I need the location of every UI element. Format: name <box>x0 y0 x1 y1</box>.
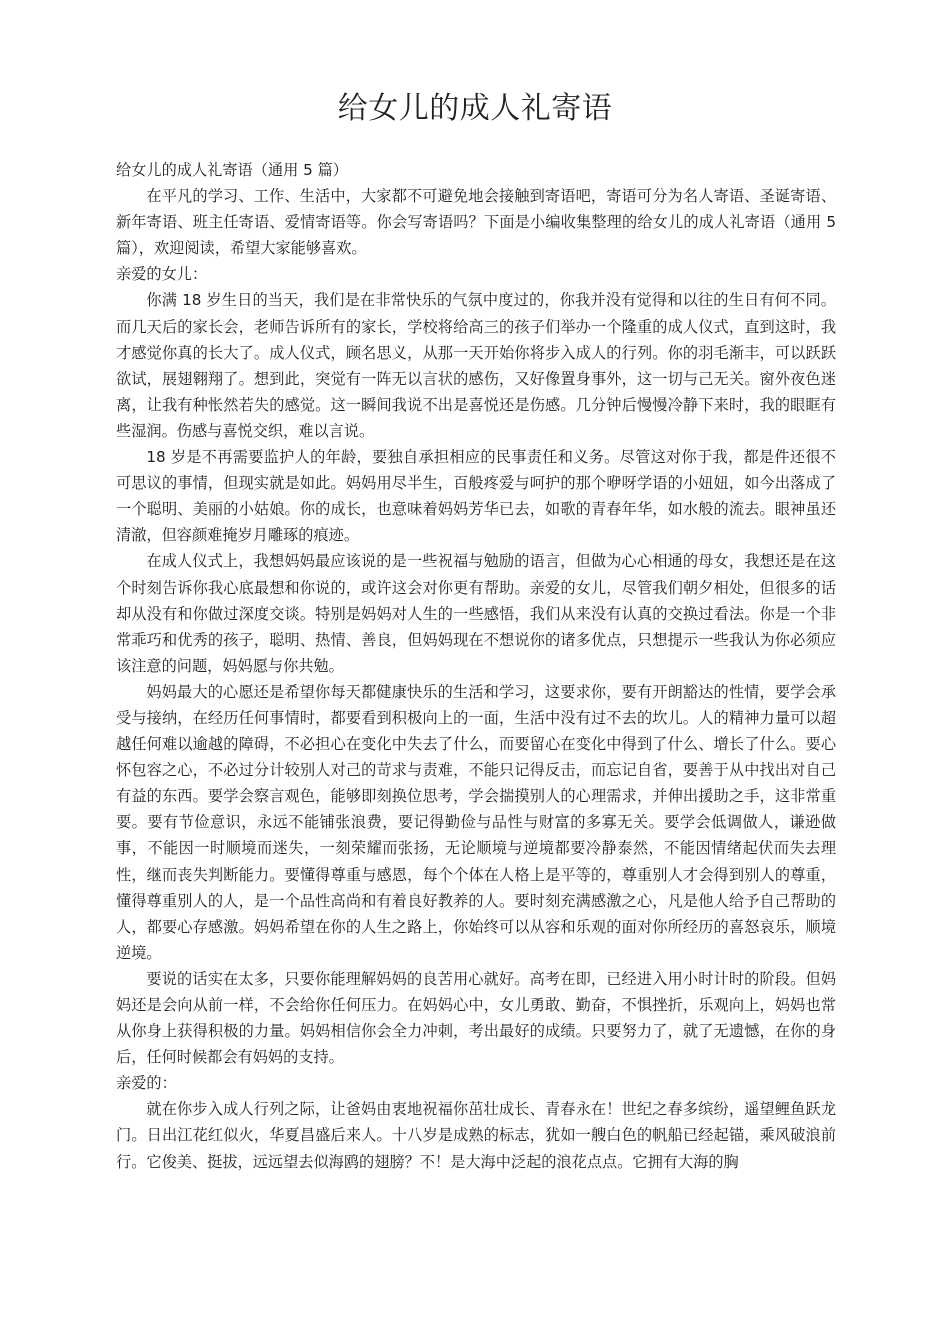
paragraph: 18 岁是不再需要监护人的年龄，要独自承担相应的民事责任和义务。尽管这对你于我，都是件还很不可思议的事情，但现实就是如此。妈妈用尽半生，百般疼爱与呵护的那个咿呀学语的小妞妞，如今出落成了一个聪明、美丽的小姑娘。你的成长，也意味着妈妈芳华已去，如歌的青春年华，如水般的流去。眼神虽还清澈，但容颜难掩岁月雕琢的痕迹。 <box>116 448 836 545</box>
paragraph: 在成人仪式上，我想妈妈最应该说的是一些祝福与勉励的语言，但做为心心相通的母女，我想还是在这个时刻告诉你我心底最想和你说的，或许这会对你更有帮助。亲爱的女儿，尽管我们朝夕相处，但很多的话却从没有和你做过深度交谈。特别是妈妈对人生的一些感悟，我们从来没有认真的交换过看法。你是一个非常乖巧和优秀的孩子，聪明、热情、善良，但妈妈现在不想说你的诸多优点，只想提示一些我认为你必须应该注意的问题，妈妈愿与你共勉。 <box>116 552 836 675</box>
paragraph: 你满 18 岁生日的当天，我们是在非常快乐的气氛中度过的，你我并没有觉得和以往的生日有何不同。而几天后的家长会，老师告诉所有的家长，学校将给高三的孩子们举办一个隆重的成人仪式，直到这时，我才感觉你真的长大了。成人仪式，顾名思义，从那一天开始你将步入成人的行列。你的羽毛渐丰，可以跃跃欲试，展翅翱翔了。想到此，突觉有一阵无以言状的感伤，又好像置身事外，这一切与己无关。窗外夜色迷离，让我有种怅然若失的感觉。这一瞬间我说不出是喜悦还是伤感。几分钟后慢慢冷静下来时，我的眼眶有些湿润。伤感与喜悦交织，难以言说。 <box>116 291 836 440</box>
paragraph-salutation: 亲爱的： <box>116 1074 177 1093</box>
paragraph-subtitle: 给女儿的成人礼寄语（通用 5 篇） <box>116 161 348 179</box>
paragraph: 就在你步入成人行列之际，让爸妈由衷地祝福你茁壮成长、青春永在！世纪之春多缤纷，遥望鲤鱼跃龙门。日出江花红似火，华夏昌盛后来人。十八岁是成熟的标志，犹如一艘白色的帆船已经起锚，乘风破浪前行。它俊美、挺拔，远远望去似海鸥的翅膀？不！是大海中泛起的浪花点点。它拥有大海的胸 <box>116 1100 836 1171</box>
paragraph: 妈妈最大的心愿还是希望你每天都健康快乐的生活和学习，这要求你，要有开朗豁达的性情，要学会承受与接纳，在经历任何事情时，都要看到积极向上的一面，生活中没有过不去的坎儿。人的精神力量可以超越任何难以逾越的障碍，不必担心在变化中失去了什么，而要留心在变化中得到了什么、增长了什么。要心怀包容之心，不必过分计较别人对己的苛求与责难，不能只记得反击，而忘记自省，要善于从中找出对自己有益的东西。要学会察言观色，能够即刻换位思考，学会揣摸别人的心理需求，并伸出援助之手，这非常重要。要有节俭意识，永远不能铺张浪费，要记得勤俭与品性与财富的多寡无关。要学会低调做人，谦逊做事，不能因一时顺境而迷失，一刻荣耀而张扬，无论顺境与逆境都要冷静泰然，不能因情绪起伏而失去理性，继而丧失判断能力。要懂得尊重与感恩，每个个体在人格上是平等的，尊重别人才会得到别人的尊重，懂得尊重别人的人，是一个品性高尚和有着良好教养的人。要时刻充满感激之心，凡是他人给予自己帮助的人，都要心存感激。妈妈希望在你的人生之路上，你始终可以从容和乐观的面对你所经历的喜怒哀乐，顺境逆境。 <box>116 682 836 962</box>
paragraph-salutation: 亲爱的女儿： <box>116 265 208 284</box>
document-title: 给女儿的成人礼寄语 <box>337 91 613 126</box>
paragraph: 要说的话实在太多，只要你能理解妈妈的良苦用心就好。高考在即，已经进入用小时计时的阶段。但妈妈还是会向从前一样，不会给你任何压力。在妈妈心中，女儿勇敢、勤奋，不惧挫折，乐观向上，妈妈也常从你身上获得积极的力量。妈妈相信你会全力冲刺，考出最好的成绩。只要努力了，就了无遗憾，在你的身后，任何时候都会有妈妈的支持。 <box>116 969 836 1067</box>
document-body <box>116 157 836 1175</box>
paragraph-intro: 在平凡的学习、工作、生活中，大家都不可避免地会接触到寄语吧，寄语可分为名人寄语、圣诞寄语、新年寄语、班主任寄语、爱情寄语等。你会写寄语吗？下面是小编收集整理的给女儿的成人礼寄语（通用 5 篇），欢迎阅读，希望大家能够喜欢。 <box>116 187 836 258</box>
